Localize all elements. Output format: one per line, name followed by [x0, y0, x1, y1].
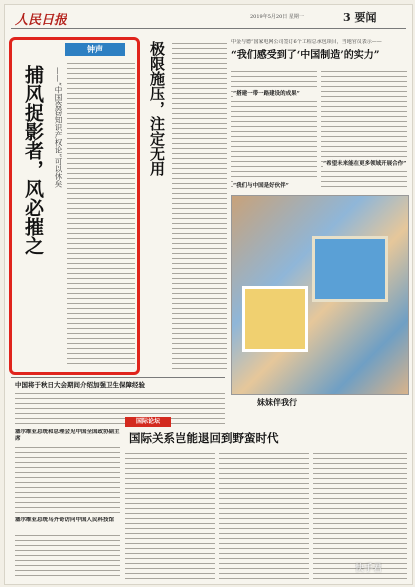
masthead-date: 2019年5月20日 星期一 [250, 14, 304, 20]
right-kicker: 中金与德“国家电网公司签订6个工程总承包项目，当地官员表示—— [231, 39, 382, 45]
right-subhead-2: “希望未来能在更多领域开展合作” [323, 161, 407, 167]
forum-body-col1 [125, 451, 215, 579]
right-headline: “我们感受到了‘中国制造’的实力” [231, 50, 380, 61]
right-subhead-1: “搭建一带一路建设的成果” [233, 89, 317, 97]
right-subhead-3: “我们与中国是好伙伴” [233, 181, 317, 189]
watermark: 快手君 [355, 564, 383, 574]
lower-left-sub1: 塞尔维亚总统和总理会见中国全国政协副主席 [15, 429, 120, 442]
center-body-text [172, 41, 227, 371]
column-body-text [67, 61, 135, 367]
main-subheadline: ——“中国盗窃知识产权论”可以休矣 [54, 67, 63, 188]
newspaper-page [4, 4, 413, 585]
right-body-col1 [231, 69, 317, 189]
forum-tag: 国际论坛 [125, 417, 171, 427]
lower-left-headline: 中国将于秋日大会期间介绍加强卫生保障经验 [15, 381, 145, 389]
lower-left-body-3 [15, 533, 120, 578]
lower-rule [11, 377, 225, 378]
page-label: 3 要闻 [343, 11, 377, 24]
lower-left-sub2: 塞尔维亚总统乌齐奇访问中国人民科技馆 [15, 517, 115, 523]
news-photo [231, 195, 409, 395]
masthead-logo: 人民日报 [15, 13, 68, 28]
center-headline: 极限施压，注定无用 [148, 41, 166, 176]
column-tag: 钟声 [65, 43, 125, 56]
forum-body-col2 [219, 451, 309, 579]
forum-body-col3 [313, 451, 407, 579]
lower-left-body [15, 391, 225, 425]
photo-painting-left [242, 286, 308, 352]
main-headline: 捕风捉影者，风必摧之 [22, 65, 44, 255]
photo-painting [312, 236, 388, 302]
right-body-col2 [321, 69, 407, 189]
masthead-rule [11, 28, 406, 29]
photo-caption: 妹妹伴我行 [257, 397, 297, 407]
bottom-headline: 国际关系岂能退回到野蛮时代 [129, 431, 279, 445]
lower-left-body-2 [15, 445, 120, 513]
